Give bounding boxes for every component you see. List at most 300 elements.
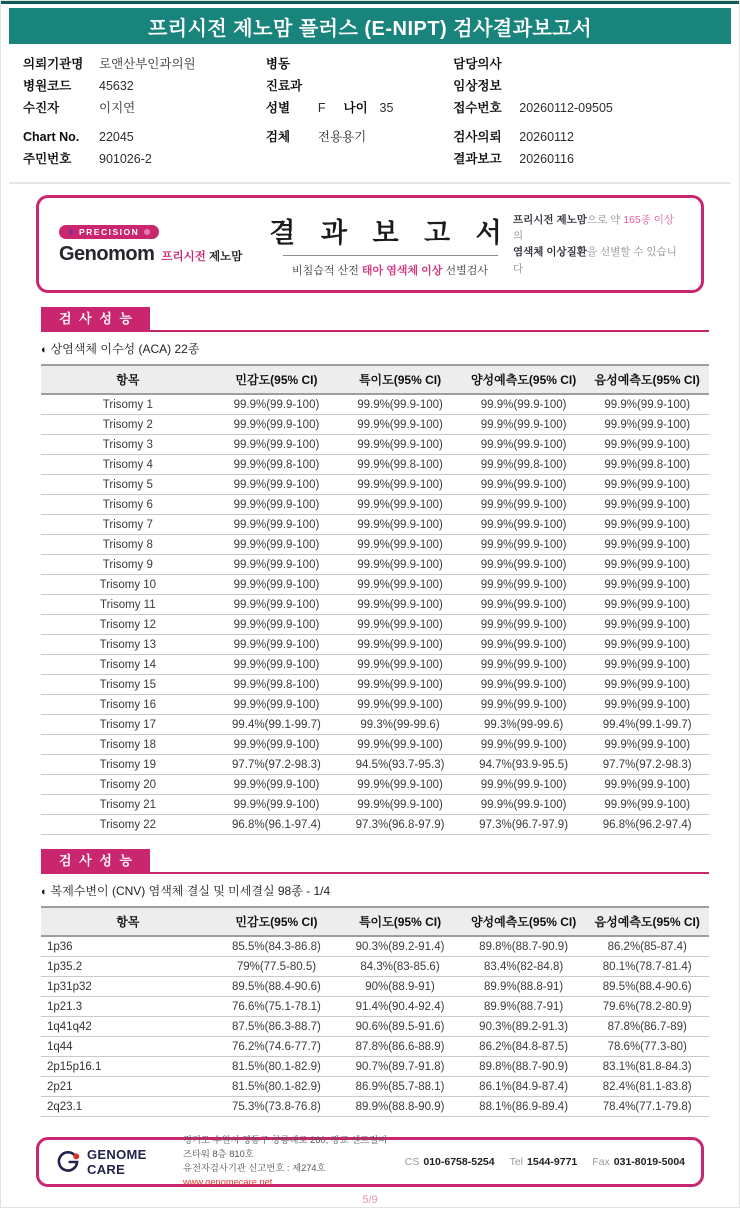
table-cell: 89.9%(88.7-91) xyxy=(462,997,586,1017)
table-cell: 99.9%(99.9-100) xyxy=(585,735,709,755)
table-row xyxy=(41,535,709,555)
footer-contact-box xyxy=(36,1137,704,1187)
title-divider xyxy=(283,255,498,256)
table-cell: 99.9%(99.8-100) xyxy=(215,675,339,695)
field-label: 담당의사 xyxy=(453,56,502,71)
table-cell: Trisomy 8 xyxy=(41,535,215,555)
table-cell: 78.6%(77.3-80) xyxy=(585,1037,709,1057)
result-report-banner xyxy=(36,195,704,293)
table-cell: 79%(77.5-80.5) xyxy=(215,957,339,977)
table-cell: Trisomy 20 xyxy=(41,775,215,795)
info-row xyxy=(266,129,453,146)
table-cell: 99.9%(99.9-100) xyxy=(585,435,709,455)
table-row xyxy=(41,475,709,495)
table-cell: 97.7%(97.2-98.3) xyxy=(215,755,339,775)
column-header: 항목 xyxy=(41,365,215,394)
test-performance-section-cnv xyxy=(41,849,709,1117)
badge-dot-icon xyxy=(144,229,150,235)
table-row xyxy=(41,515,709,535)
table-row xyxy=(41,715,709,735)
patient-info-right-column xyxy=(453,53,717,170)
field-label: 접수번호 xyxy=(453,100,502,115)
table-cell: Trisomy 14 xyxy=(41,655,215,675)
field-label: Chart No. xyxy=(23,129,80,144)
info-row xyxy=(453,129,717,146)
table-cell: 90.6%(89.5-91.6) xyxy=(338,1017,462,1037)
field-label: 검사의뢰 xyxy=(453,129,502,144)
table-cell: 87.8%(86.7-89) xyxy=(585,1017,709,1037)
table-cell: 88.1%(86.9-89.4) xyxy=(462,1097,586,1117)
field-label: 진료과 xyxy=(265,78,303,93)
table-cell: 99.9%(99.9-100) xyxy=(585,595,709,615)
top-accent-line xyxy=(1,1,739,4)
table-cell: 99.9%(99.9-100) xyxy=(215,555,339,575)
footer-contacts xyxy=(405,1156,685,1168)
table-cell: 1q44 xyxy=(41,1037,215,1057)
half-circle-icon: ◐ xyxy=(41,886,48,899)
info-row xyxy=(266,78,453,95)
table-cell: 99.9%(99.9-100) xyxy=(585,555,709,575)
table-cell: 90.3%(89.2-91.3) xyxy=(462,1017,586,1037)
table-row xyxy=(41,495,709,515)
tel-label: Tel xyxy=(509,1156,524,1169)
table-cell: 99.9%(99.9-100) xyxy=(462,675,586,695)
table-row xyxy=(41,775,709,795)
table-cell: 99.9%(99.9-100) xyxy=(215,575,339,595)
column-header: 양성예측도(95% CI) xyxy=(462,365,586,394)
section-subtitle xyxy=(41,882,709,899)
section-badge-row xyxy=(41,307,709,332)
field-label: 검체 xyxy=(265,129,291,144)
info-row xyxy=(453,56,717,73)
promo-text-block xyxy=(513,212,681,277)
table-cell: 86.2%(85-87.4) xyxy=(585,936,709,957)
table-cell: 87.5%(86.3-88.7) xyxy=(215,1017,339,1037)
table-cell: 99.9%(99.8-100) xyxy=(215,455,339,475)
fax-label: Fax xyxy=(592,1156,610,1169)
table-cell: Trisomy 6 xyxy=(41,495,215,515)
cnv-performance-table xyxy=(41,906,709,1117)
table-cell: 99.9%(99.9-100) xyxy=(215,635,339,655)
genomecare-logo xyxy=(55,1147,171,1177)
column-header: 음성예측도(95% CI) xyxy=(585,907,709,936)
table-cell: 81.5%(80.1-82.9) xyxy=(215,1077,339,1097)
table-row xyxy=(41,1017,709,1037)
brand-subtitle xyxy=(161,248,242,264)
table-cell: 89.5%(88.4-90.6) xyxy=(585,977,709,997)
table-cell: 99.9%(99.9-100) xyxy=(338,675,462,695)
cnv-table-body xyxy=(41,936,709,1117)
table-row xyxy=(41,957,709,977)
table-cell: 91.4%(90.4-92.4) xyxy=(338,997,462,1017)
table-cell: 99.9%(99.9-100) xyxy=(462,555,586,575)
table-cell: 99.9%(99.9-100) xyxy=(462,475,586,495)
table-cell: 99.9%(99.9-100) xyxy=(462,415,586,435)
table-cell: 99.9%(99.9-100) xyxy=(462,515,586,535)
promo-gray: 으로 약 xyxy=(586,213,624,226)
table-cell: Trisomy 4 xyxy=(41,455,215,475)
table-row xyxy=(41,1097,709,1117)
table-cell: 99.9%(99.9-100) xyxy=(215,435,339,455)
field-value: 로앤산부인과의원 xyxy=(99,56,196,71)
table-cell: 99.9%(99.9-100) xyxy=(215,655,339,675)
table-cell: 99.9%(99.9-100) xyxy=(462,595,586,615)
table-cell: 89.8%(88.7-90.9) xyxy=(462,1057,586,1077)
table-cell: 99.9%(99.9-100) xyxy=(585,394,709,415)
table-header-row xyxy=(41,365,709,394)
table-cell: 99.9%(99.9-100) xyxy=(462,795,586,815)
table-cell: 81.5%(80.1-82.9) xyxy=(215,1057,339,1077)
table-cell: Trisomy 21 xyxy=(41,795,215,815)
badge-dot-icon xyxy=(68,229,74,235)
table-row xyxy=(41,415,709,435)
table-cell: 97.7%(97.2-98.3) xyxy=(585,755,709,775)
table-cell: 89.9%(88.8-90.9) xyxy=(338,1097,462,1117)
table-cell: 99.9%(99.9-100) xyxy=(215,775,339,795)
promo-gray: 의 xyxy=(513,230,524,243)
promo-bold: 염색체 이상질환 xyxy=(513,246,587,259)
footer-address-line2: 유전자검사기관 신고번호 : 제274호 xyxy=(182,1163,326,1174)
table-cell: Trisomy 16 xyxy=(41,695,215,715)
table-cell: 99.9%(99.9-100) xyxy=(462,435,586,455)
info-row xyxy=(23,129,266,146)
tel-contact xyxy=(510,1156,578,1168)
table-cell: Trisomy 3 xyxy=(41,435,215,455)
table-cell: 2p21 xyxy=(41,1077,215,1097)
footer-address-line1: 경기도 수원시 영통구 창룡대로 260, 광교 센트럴비즈타워 8층 810호 xyxy=(182,1135,388,1160)
section-subtitle-text: 복제수변이 (CNV) 염색체 결실 및 미세결실 98종 - 1/4 xyxy=(50,884,331,899)
genomom-brand-block xyxy=(59,222,267,266)
table-cell: 86.2%(84.8-87.5) xyxy=(462,1037,586,1057)
column-header: 민감도(95% CI) xyxy=(215,365,339,394)
table-row xyxy=(41,575,709,595)
brand-subtitle-pink: 프리시전 xyxy=(161,251,206,264)
info-row xyxy=(23,56,266,73)
table-cell: 99.9%(99.9-100) xyxy=(215,535,339,555)
field-value: 45632 xyxy=(99,78,134,93)
table-cell: Trisomy 5 xyxy=(41,475,215,495)
table-cell: 99.9%(99.9-100) xyxy=(585,415,709,435)
table-cell: 99.9%(99.9-100) xyxy=(215,735,339,755)
table-cell: 99.9%(99.8-100) xyxy=(462,455,586,475)
footer-website: www.genomecare.net xyxy=(182,1177,273,1188)
table-cell: 76.6%(75.1-78.1) xyxy=(215,997,339,1017)
table-cell: 99.9%(99.9-100) xyxy=(215,695,339,715)
table-cell: 99.9%(99.9-100) xyxy=(585,515,709,535)
table-cell: 99.9%(99.9-100) xyxy=(338,495,462,515)
table-cell: 85.5%(84.3-86.8) xyxy=(215,936,339,957)
table-row xyxy=(41,655,709,675)
table-cell: 99.9%(99.9-100) xyxy=(338,515,462,535)
column-header: 음성예측도(95% CI) xyxy=(585,365,709,394)
table-cell: 75.3%(73.8-76.8) xyxy=(215,1097,339,1117)
table-cell: 83.1%(81.8-84.3) xyxy=(585,1057,709,1077)
table-row xyxy=(41,455,709,475)
patient-info-left-column xyxy=(23,53,266,170)
table-cell: 99.9%(99.9-100) xyxy=(338,615,462,635)
table-cell: 99.9%(99.9-100) xyxy=(462,695,586,715)
table-row xyxy=(41,1077,709,1097)
table-cell: 99.9%(99.9-100) xyxy=(585,775,709,795)
field-label: 의뢰기관명 xyxy=(23,56,84,71)
genomecare-logo-text: GENOME CARE xyxy=(87,1147,147,1178)
table-cell: 99.9%(99.9-100) xyxy=(338,394,462,415)
field-label: 병동 xyxy=(265,56,291,71)
table-cell: 99.9%(99.9-100) xyxy=(338,775,462,795)
brand-subtitle-dark: 제노맘 xyxy=(209,251,243,264)
table-cell: 99.9%(99.9-100) xyxy=(462,495,586,515)
info-row xyxy=(453,151,717,168)
field-value: 20260116 xyxy=(519,151,574,166)
table-cell: 83.4%(82-84.8) xyxy=(462,957,586,977)
table-cell: 99.9%(99.9-100) xyxy=(462,394,586,415)
table-cell: 90.7%(89.7-91.8) xyxy=(338,1057,462,1077)
table-cell: 99.9%(99.9-100) xyxy=(215,415,339,435)
table-row xyxy=(41,735,709,755)
field-value: F xyxy=(317,100,326,115)
table-cell: 99.9%(99.9-100) xyxy=(585,495,709,515)
table-row xyxy=(41,555,709,575)
promo-bold: 프리시전 제노맘 xyxy=(513,213,587,226)
table-cell: 99.9%(99.9-100) xyxy=(585,655,709,675)
field-value: 20260112-09505 xyxy=(519,100,613,115)
table-row xyxy=(41,695,709,715)
table-row xyxy=(41,1037,709,1057)
footer-address-block xyxy=(183,1134,393,1190)
promo-gray: 을 선별할 수 있습니다 xyxy=(513,246,677,275)
fax-contact xyxy=(592,1156,685,1168)
table-cell: Trisomy 18 xyxy=(41,735,215,755)
table-cell: 89.8%(88.7-90.9) xyxy=(462,936,586,957)
table-cell: Trisomy 17 xyxy=(41,715,215,735)
table-cell: 99.9%(99.9-100) xyxy=(338,795,462,815)
field-value: 35 xyxy=(379,100,394,115)
aca-table-body xyxy=(41,394,709,835)
table-cell: 99.4%(99.1-99.7) xyxy=(215,715,339,735)
table-cell: 99.9%(99.9-100) xyxy=(215,795,339,815)
subtitle-pre: 비침습적 산전 xyxy=(292,264,362,277)
table-cell: 94.7%(93.9-95.5) xyxy=(462,755,586,775)
table-row xyxy=(41,815,709,835)
cs-label: CS xyxy=(404,1156,420,1169)
section-badge: 검 사 성 능 xyxy=(41,307,150,330)
table-cell: 80.1%(78.7-81.4) xyxy=(585,957,709,977)
tel-value: 1544-9771 xyxy=(527,1156,578,1169)
table-cell: 99.9%(99.9-100) xyxy=(215,515,339,535)
table-cell: 89.5%(88.4-90.6) xyxy=(215,977,339,997)
report-title-block xyxy=(267,211,513,278)
table-cell: 1p35.2 xyxy=(41,957,215,977)
table-cell: 99.9%(99.9-100) xyxy=(338,555,462,575)
table-cell: 90%(88.9-91) xyxy=(338,977,462,997)
table-cell: 99.9%(99.8-100) xyxy=(338,455,462,475)
table-row xyxy=(41,755,709,775)
table-row xyxy=(41,936,709,957)
promo-line-1 xyxy=(513,212,681,245)
info-row xyxy=(266,56,453,73)
table-header-row xyxy=(41,907,709,936)
table-cell: 79.6%(78.2-80.9) xyxy=(585,997,709,1017)
half-circle-icon: ◐ xyxy=(41,344,48,357)
info-row xyxy=(453,78,717,95)
table-cell: Trisomy 15 xyxy=(41,675,215,695)
table-cell: Trisomy 9 xyxy=(41,555,215,575)
result-report-heading: 결 과 보 고 서 xyxy=(269,217,511,248)
table-cell: 99.9%(99.9-100) xyxy=(585,795,709,815)
info-row xyxy=(453,100,717,117)
table-cell: 97.3%(96.7-97.9) xyxy=(462,815,586,835)
table-cell: 84.3%(83-85.6) xyxy=(338,957,462,977)
column-header: 특이도(95% CI) xyxy=(338,907,462,936)
info-row xyxy=(23,151,266,168)
table-cell: 82.4%(81.1-83.8) xyxy=(585,1077,709,1097)
table-cell: 2p15p16.1 xyxy=(41,1057,215,1077)
table-row xyxy=(41,435,709,455)
table-cell: 87.8%(86.6-88.9) xyxy=(338,1037,462,1057)
table-cell: 90.3%(89.2-91.4) xyxy=(338,936,462,957)
table-cell: 94.5%(93.7-95.3) xyxy=(338,755,462,775)
table-cell: 99.9%(99.9-100) xyxy=(462,735,586,755)
table-cell: 96.8%(96.1-97.4) xyxy=(215,815,339,835)
table-cell: Trisomy 22 xyxy=(41,815,215,835)
table-row xyxy=(41,595,709,615)
info-row xyxy=(23,78,266,95)
table-cell: 99.9%(99.9-100) xyxy=(462,535,586,555)
table-cell: Trisomy 11 xyxy=(41,595,215,615)
table-cell: 99.4%(99.1-99.7) xyxy=(585,715,709,735)
table-cell: 99.9%(99.9-100) xyxy=(585,535,709,555)
section-badge: 검 사 성 능 xyxy=(41,849,150,872)
table-cell: 99.9%(99.9-100) xyxy=(338,535,462,555)
table-cell: 99.9%(99.9-100) xyxy=(215,595,339,615)
table-cell: 99.9%(99.9-100) xyxy=(585,635,709,655)
field-value: 20260112 xyxy=(519,129,574,144)
table-cell: 76.2%(74.6-77.7) xyxy=(215,1037,339,1057)
column-header: 양성예측도(95% CI) xyxy=(462,907,586,936)
table-cell: 99.9%(99.9-100) xyxy=(585,475,709,495)
table-cell: 1q41q42 xyxy=(41,1017,215,1037)
table-cell: Trisomy 19 xyxy=(41,755,215,775)
cs-contact xyxy=(405,1156,495,1168)
section-subtitle-text: 상염색체 이수성 (ACA) 22종 xyxy=(50,342,200,357)
table-cell: 99.9%(99.9-100) xyxy=(462,775,586,795)
aca-performance-table xyxy=(41,364,709,835)
page-number: 5/9 xyxy=(362,1194,378,1207)
cs-value: 010-6758-5254 xyxy=(423,1156,495,1169)
promo-pink: 165종 이상 xyxy=(623,213,675,226)
table-cell: 99.9%(99.9-100) xyxy=(338,635,462,655)
table-cell: Trisomy 7 xyxy=(41,515,215,535)
table-cell: 99.9%(99.9-100) xyxy=(585,575,709,595)
field-label: 성별 xyxy=(265,100,291,115)
table-cell: 99.9%(99.9-100) xyxy=(215,615,339,635)
table-cell: Trisomy 10 xyxy=(41,575,215,595)
field-value: 전용용기 xyxy=(317,129,367,144)
table-cell: 96.8%(96.2-97.4) xyxy=(585,815,709,835)
table-cell: 99.9%(99.9-100) xyxy=(462,635,586,655)
column-header: 민감도(95% CI) xyxy=(215,907,339,936)
report-header-bar xyxy=(9,8,731,44)
table-cell: 99.9%(99.9-100) xyxy=(338,475,462,495)
table-cell: 99.9%(99.9-100) xyxy=(338,415,462,435)
table-cell: 97.3%(96.8-97.9) xyxy=(338,815,462,835)
table-cell: 99.9%(99.9-100) xyxy=(338,735,462,755)
table-cell: 99.9%(99.8-100) xyxy=(585,455,709,475)
table-cell: 99.9%(99.9-100) xyxy=(215,475,339,495)
table-cell: 2q23.1 xyxy=(41,1097,215,1117)
patient-info-section xyxy=(9,44,731,184)
table-cell: 99.9%(99.9-100) xyxy=(215,495,339,515)
table-cell: 99.9%(99.9-100) xyxy=(215,394,339,415)
patient-info-middle-column xyxy=(266,53,453,170)
table-cell: Trisomy 1 xyxy=(41,394,215,415)
table-row xyxy=(41,615,709,635)
table-cell: 99.9%(99.9-100) xyxy=(462,575,586,595)
table-cell: 99.3%(99-99.6) xyxy=(462,715,586,735)
table-cell: 1p36 xyxy=(41,936,215,957)
info-row xyxy=(23,100,266,117)
field-label: 결과보고 xyxy=(453,151,502,166)
table-cell: 99.9%(99.9-100) xyxy=(585,695,709,715)
table-cell: 78.4%(77.1-79.8) xyxy=(585,1097,709,1117)
field-label: 수진자 xyxy=(23,100,60,115)
promo-line-2 xyxy=(513,244,681,277)
table-row xyxy=(41,795,709,815)
section-badge-row xyxy=(41,849,709,874)
table-cell: 99.9%(99.9-100) xyxy=(585,615,709,635)
column-header: 특이도(95% CI) xyxy=(338,365,462,394)
field-label: 병원코드 xyxy=(23,78,72,93)
table-cell: 1p31p32 xyxy=(41,977,215,997)
genomecare-logo-icon xyxy=(55,1149,81,1175)
table-cell: Trisomy 2 xyxy=(41,415,215,435)
table-cell: 99.9%(99.9-100) xyxy=(338,575,462,595)
table-row xyxy=(41,675,709,695)
table-cell: 86.9%(85.7-88.1) xyxy=(338,1077,462,1097)
field-value: 901026-2 xyxy=(99,151,152,166)
report-title: 프리시전 제노맘 플러스 (E-NIPT) 검사결과보고서 xyxy=(147,17,593,40)
test-performance-section-aca xyxy=(41,307,709,835)
subtitle-post: 선별검사 xyxy=(442,264,488,277)
column-header: 항목 xyxy=(41,907,215,936)
table-cell: 89.9%(88.8-91) xyxy=(462,977,586,997)
field-label: 나이 xyxy=(343,100,368,115)
table-cell: 99.3%(99-99.6) xyxy=(338,715,462,735)
field-label: 주민번호 xyxy=(23,151,72,166)
table-cell: 99.9%(99.9-100) xyxy=(338,595,462,615)
table-row xyxy=(41,635,709,655)
field-value: 22045 xyxy=(99,129,134,144)
table-cell: 99.9%(99.9-100) xyxy=(462,655,586,675)
fax-value: 031-8019-5004 xyxy=(613,1156,685,1169)
table-row xyxy=(41,1057,709,1077)
precision-badge-label: PRECISION xyxy=(79,227,140,238)
table-cell: Trisomy 12 xyxy=(41,615,215,635)
field-value: 이지연 xyxy=(99,100,136,115)
field-label: 임상정보 xyxy=(453,78,502,93)
table-row xyxy=(41,977,709,997)
table-cell: 99.9%(99.9-100) xyxy=(585,675,709,695)
table-row xyxy=(41,394,709,415)
info-row xyxy=(266,100,453,117)
table-cell: 1p21.3 xyxy=(41,997,215,1017)
subtitle-highlight: 태아 염색체 이상 xyxy=(361,264,443,277)
section-subtitle xyxy=(41,340,709,357)
table-cell: 99.9%(99.9-100) xyxy=(338,435,462,455)
report-subtitle xyxy=(267,262,513,278)
table-cell: Trisomy 13 xyxy=(41,635,215,655)
table-row xyxy=(41,997,709,1017)
